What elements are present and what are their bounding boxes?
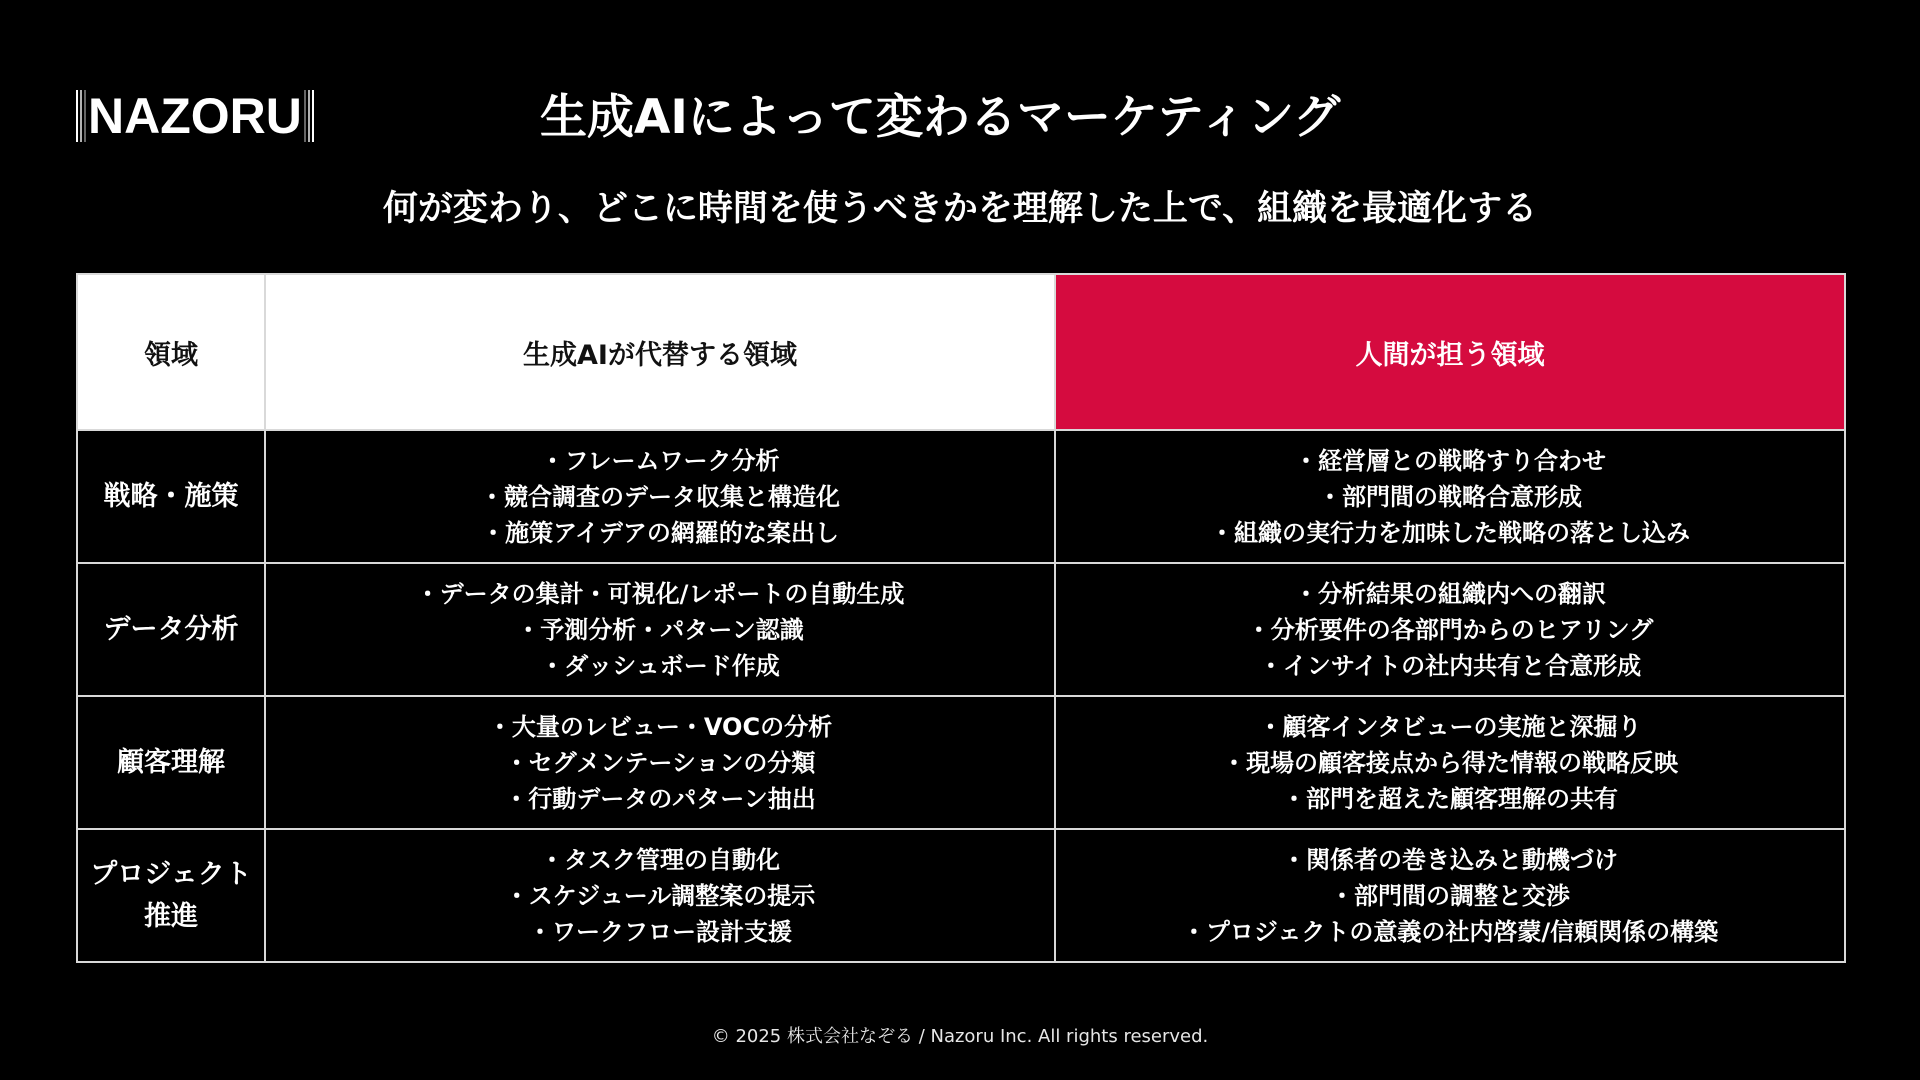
row-domain-line: 推進 <box>144 900 198 932</box>
ai-cell <box>265 430 1055 563</box>
page-subtitle: 何が変わり、どこに時間を使うべきかを理解した上で、組織を最適化する <box>382 189 1538 229</box>
list-item: ・ セグメンテーションの分類 <box>266 745 1054 781</box>
human-bullet-list <box>1056 443 1844 551</box>
table-row <box>77 563 1845 696</box>
copyright-footer: © 2025 株式会社なぞる / Nazoru Inc. All rights reserved. <box>711 1026 1209 1047</box>
human-bullet-list <box>1056 842 1844 950</box>
row-domain-project <box>77 829 265 962</box>
ai-cell <box>265 696 1055 829</box>
list-item: ・ 大量のレビュー・VOCの分析 <box>266 709 1054 745</box>
page-title: 生成AIによって変わるマーケティング <box>540 90 1341 145</box>
table-row <box>77 430 1845 563</box>
header-human-domain: 人間が担う領域 <box>1055 274 1845 430</box>
list-item: ・ インサイトの社内共有と合意形成 <box>1056 648 1844 684</box>
list-item: ・ データの集計・可視化/レポートの自動生成 <box>266 576 1054 612</box>
logo-wordmark: NAZORU <box>88 88 302 144</box>
list-item: ・ 関係者の巻き込みと動機づけ <box>1056 842 1844 878</box>
list-item: ・ タスク管理の自動化 <box>266 842 1054 878</box>
human-bullet-list <box>1056 709 1844 817</box>
table-row <box>77 829 1845 962</box>
list-item: ・ 行動データのパターン抽出 <box>266 781 1054 817</box>
list-item: ・ スケジュール調整案の提示 <box>266 878 1054 914</box>
ai-cell <box>265 563 1055 696</box>
list-item: ・ 顧客インタビューの実施と深掘り <box>1056 709 1844 745</box>
list-item: ・ 現場の顧客接点から得た情報の戦略反映 <box>1056 745 1844 781</box>
nazoru-logo <box>76 88 314 144</box>
row-domain-data-analysis: データ分析 <box>77 563 265 696</box>
table-row <box>77 696 1845 829</box>
list-item: ・ 施策アイデアの網羅的な案出し <box>266 515 1054 551</box>
list-item: ・ 部門間の調整と交渉 <box>1056 878 1844 914</box>
human-cell <box>1055 696 1845 829</box>
ai-bullet-list <box>266 576 1054 684</box>
row-domain-customer-understanding: 顧客理解 <box>77 696 265 829</box>
ai-bullet-list <box>266 842 1054 950</box>
table-header-row <box>77 274 1845 430</box>
header-domain: 領域 <box>77 274 265 430</box>
list-item: ・ 競合調査のデータ収集と構造化 <box>266 479 1054 515</box>
ai-bullet-list <box>266 709 1054 817</box>
list-item: ・ 部門間の戦略合意形成 <box>1056 479 1844 515</box>
list-item: ・ ワークフロー設計支援 <box>266 914 1054 950</box>
list-item: ・ フレームワーク分析 <box>266 443 1054 479</box>
human-cell <box>1055 430 1845 563</box>
row-domain-line: プロジェクト <box>90 858 252 890</box>
logo-right-bars-icon <box>304 90 314 142</box>
header-ai-domain: 生成AIが代替する領域 <box>265 274 1055 430</box>
list-item: ・ 予測分析・パターン認識 <box>266 612 1054 648</box>
list-item: ・ 分析結果の組織内への翻訳 <box>1056 576 1844 612</box>
list-item: ・ 経営層との戦略すり合わせ <box>1056 443 1844 479</box>
list-item: ・ 分析要件の各部門からのヒアリング <box>1056 612 1844 648</box>
list-item: ・ プロジェクトの意義の社内啓蒙/信頼関係の構築 <box>1056 914 1844 950</box>
list-item: ・ 組織の実行力を加味した戦略の落とし込み <box>1056 515 1844 551</box>
human-cell <box>1055 563 1845 696</box>
ai-bullet-list <box>266 443 1054 551</box>
comparison-table <box>76 273 1846 963</box>
ai-cell <box>265 829 1055 962</box>
row-domain-strategy: 戦略・施策 <box>77 430 265 563</box>
logo-left-bars-icon <box>76 90 86 142</box>
list-item: ・ 部門を超えた顧客理解の共有 <box>1056 781 1844 817</box>
human-bullet-list <box>1056 576 1844 684</box>
list-item: ・ ダッシュボード作成 <box>266 648 1054 684</box>
human-cell <box>1055 829 1845 962</box>
